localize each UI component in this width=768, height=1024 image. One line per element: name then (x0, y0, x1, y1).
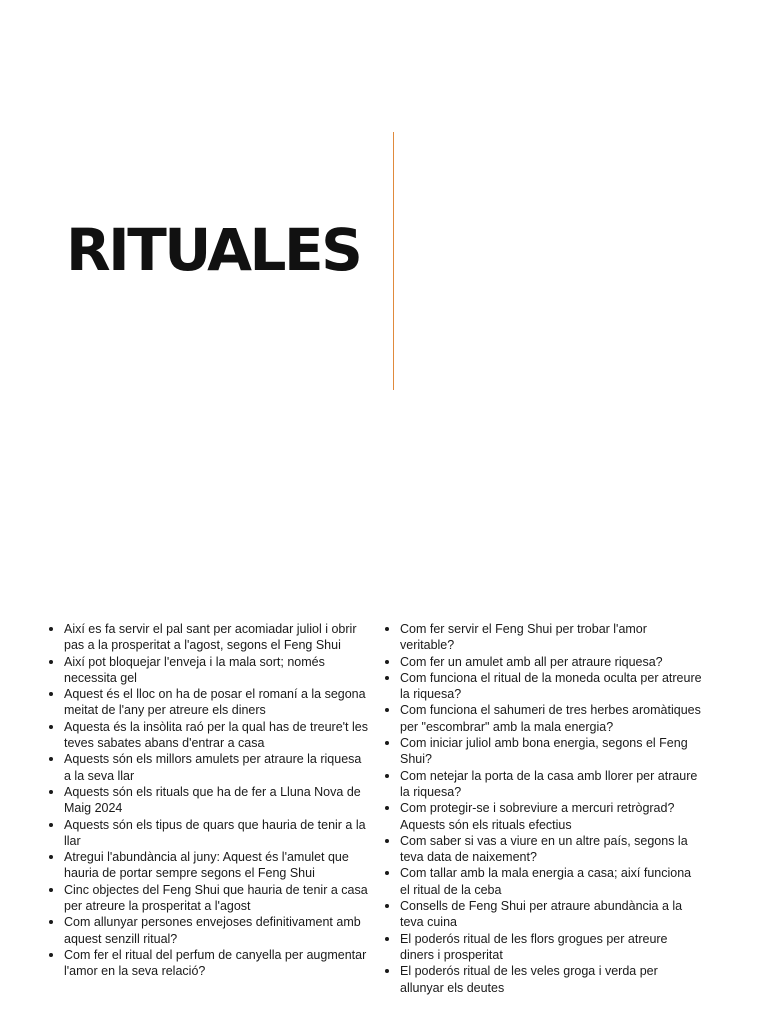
list-item-text: Cinc objectes del Feng Shui que hauria de tenir a casa per atreure la prosperitat a l'agost (64, 882, 368, 914)
list-item[interactable] (382, 621, 702, 654)
list-item[interactable] (46, 654, 368, 687)
bullet-icon (49, 823, 53, 827)
list-item-text: Com funciona el sahumeri de tres herbes aromàtiques per "escombrar" amb la mala energia? (400, 703, 701, 734)
list-item[interactable] (46, 817, 368, 850)
list-item-text: Aquesta és la insòlita raó per la qual has de treure't les teves sabates abans d'entrar a casa (64, 719, 368, 751)
list-item[interactable] (46, 621, 368, 654)
list-item-text: Com saber si vas a viure en un altre país, segons la teva data de naixement? (400, 833, 688, 865)
list-item[interactable] (46, 849, 368, 882)
list-item[interactable] (46, 882, 368, 915)
list-item[interactable] (382, 800, 702, 833)
list-item[interactable] (382, 670, 702, 703)
bullet-icon (385, 871, 389, 875)
list-item[interactable] (46, 751, 368, 784)
list-item[interactable] (382, 702, 702, 735)
bullet-icon (49, 757, 53, 761)
list-item-text: Com allunyar persones envejoses definitivament amb aquest senzill ritual? (64, 915, 361, 946)
list-item[interactable] (382, 833, 702, 866)
list-item[interactable] (382, 768, 702, 801)
article-list-left (46, 621, 368, 980)
list-item-text: Com tallar amb la mala energia a casa; així funciona el ritual de la ceba (400, 866, 692, 897)
list-item-text: Com fer el ritual del perfum de canyella per augmentar l'amor en la seva relació? (64, 947, 367, 979)
bullet-icon (49, 692, 53, 696)
list-item[interactable] (46, 914, 368, 947)
list-item-text: Així es fa servir el pal sant per acomiadar juliol i obrir pas a la prosperitat a l'agost, segons el Feng Shui (64, 622, 357, 653)
list-item[interactable] (382, 735, 702, 768)
bullet-icon (385, 708, 389, 712)
list-item-text: Atregui l'abundància al juny: Aquest és l'amulet que hauria de portar sempre segons el Feng Shui (64, 850, 349, 881)
list-item[interactable] (382, 931, 702, 964)
list-item-text: Aquests són els millors amulets per atraure la riquesa a la seva llar (64, 752, 362, 783)
bullet-icon (49, 627, 53, 631)
page-title: RITUALES (66, 216, 361, 284)
list-item-text: Aquest és el lloc on ha de posar el romaní a la segona meitat de l'any per atreure els diners (64, 687, 366, 718)
list-item-text: Com iniciar juliol amb bona energia, segons el Feng Shui? (400, 736, 688, 767)
bullet-icon (385, 904, 389, 908)
list-item-text: Com fer un amulet amb all per atraure riquesa? (400, 654, 663, 669)
bullet-icon (49, 888, 53, 892)
list-item-text: El poderós ritual de les flors grogues per atreure diners i prosperitat (400, 931, 668, 962)
list-item-text: Consells de Feng Shui per atraure abundància a la teva cuina (400, 899, 683, 930)
list-item[interactable] (46, 784, 368, 817)
bullet-icon (49, 920, 53, 924)
article-list-right (382, 621, 702, 996)
list-item[interactable] (46, 947, 368, 980)
bullet-icon (385, 806, 389, 810)
list-item-text: El poderós ritual de les veles groga i verda per allunyar els deutes (400, 964, 658, 995)
list-item-text: Com protegir-se i sobreviure a mercuri retrògrad? Aquests són els rituals efectius (400, 801, 675, 832)
vertical-divider (393, 132, 394, 390)
list-item[interactable] (382, 654, 702, 670)
bullet-icon (49, 790, 53, 794)
list-item[interactable] (382, 963, 702, 996)
bullet-icon (385, 627, 389, 631)
bullet-icon (385, 839, 389, 843)
list-item-text: Aquests són els tipus de quars que hauria de tenir a la llar (64, 817, 366, 848)
list-item-text: Com fer servir el Feng Shui per trobar l'amor veritable? (400, 622, 647, 653)
list-item-text: Així pot bloquejar l'enveja i la mala sort; només necessita gel (64, 654, 325, 685)
bullet-icon (385, 774, 389, 778)
list-item-text: Com netejar la porta de la casa amb llorer per atraure la riquesa? (400, 768, 698, 799)
bullet-icon (385, 969, 389, 973)
bullet-icon (385, 660, 389, 664)
bullet-icon (49, 855, 53, 859)
list-item[interactable] (382, 865, 702, 898)
list-item[interactable] (46, 686, 368, 719)
list-item[interactable] (382, 898, 702, 931)
list-item-text: Aquests són els rituals que ha de fer a Lluna Nova de Maig 2024 (64, 784, 361, 816)
list-item-text: Com funciona el ritual de la moneda oculta per atreure la riquesa? (400, 670, 702, 702)
bullet-icon (385, 741, 389, 745)
bullet-icon (49, 725, 53, 729)
list-item[interactable] (46, 719, 368, 752)
bullet-icon (385, 937, 389, 941)
bullet-icon (49, 953, 53, 957)
bullet-icon (49, 660, 53, 664)
bullet-icon (385, 676, 389, 680)
